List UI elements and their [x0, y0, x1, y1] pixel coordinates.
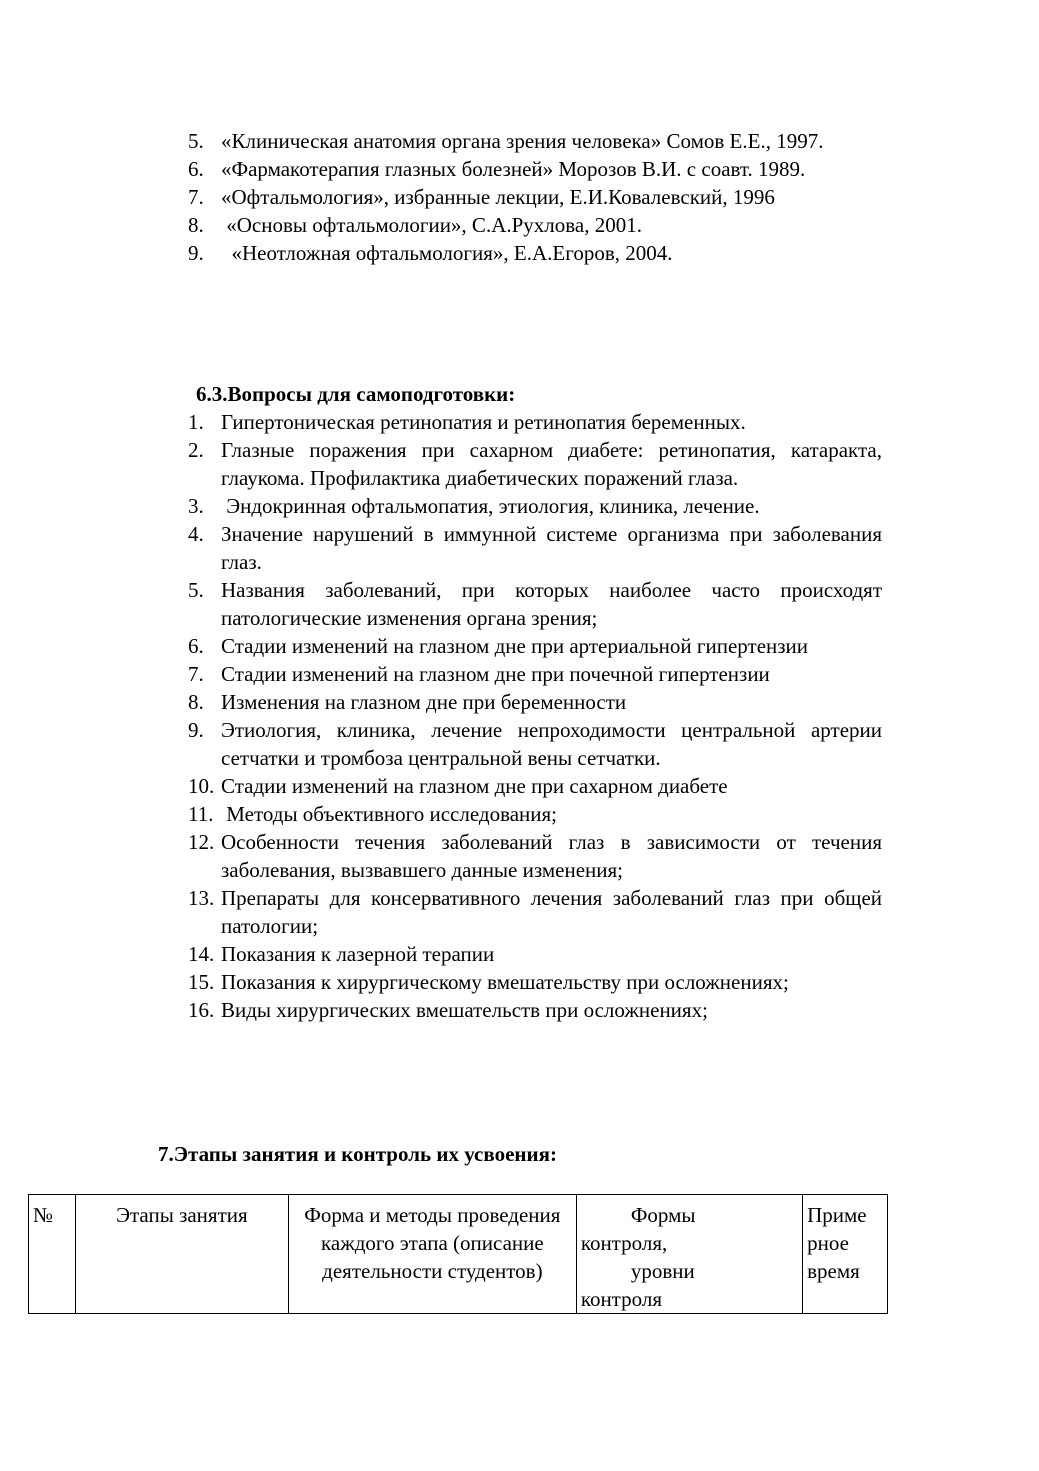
list-text: Препараты для консервативного лечения заболеваний глаз при общей патологии;: [221, 886, 882, 938]
list-number: 7.: [188, 662, 204, 686]
col-control-line: контроля: [580, 1287, 662, 1311]
list-number: 14.: [188, 942, 215, 966]
table-header-cell: [576, 1195, 802, 1314]
list-item: [188, 408, 882, 436]
list-item: [188, 660, 882, 688]
col-forms-methods-label: Форма и методы проведения каждого этапа (описание деятельности студентов): [304, 1203, 561, 1283]
list-item: [188, 828, 882, 884]
col-control-line: Формы: [630, 1203, 696, 1227]
list-number: 6.: [188, 157, 204, 181]
list-number: 5.: [188, 129, 204, 153]
list-number: 8.: [188, 690, 204, 714]
table-header-cell: [75, 1195, 288, 1314]
list-number: 5.: [188, 578, 204, 602]
col-control-line: контроля,: [580, 1231, 668, 1255]
list-text: Изменения на глазном дне при беременности: [221, 690, 627, 714]
list-number: 15.: [188, 970, 215, 994]
list-number: 12.: [188, 830, 215, 854]
list-text: Значение нарушений в иммунной системе организма при заболевания глаз.: [221, 522, 882, 574]
list-text: Стадии изменений на глазном дне при артериальной гипертензии: [221, 634, 809, 658]
list-item: [188, 492, 882, 520]
list-text: Показания к лазерной терапии: [221, 942, 495, 966]
list-text: Показания к хирургическому вмешательству при осложнениях;: [221, 970, 789, 994]
list-item: [188, 800, 882, 828]
list-text: Особенности течения заболеваний глаз в зависимости от течения заболевания, вызвавшего данные изменения;: [221, 830, 882, 882]
list-item: [188, 211, 882, 239]
col-time-line: Приме: [807, 1203, 867, 1227]
list-item: [188, 436, 882, 492]
list-text: Глазные поражения при сахарном диабете: ретинопатия, катаракта, глаукома. Профилактика диабетических поражений глаза.: [221, 438, 882, 490]
stages-heading: 7.Этапы занятия и контроль их усвоения:: [158, 1142, 557, 1166]
list-text: «Фармакотерапия глазных болезней» Морозов В.И. с соавт. 1989.: [221, 157, 806, 181]
list-text: «Неотложная офтальмология», Е.А.Егоров, 2004.: [221, 241, 673, 265]
table-header-cell: [803, 1195, 888, 1314]
list-text: Стадии изменений на глазном дне при сахарном диабете: [221, 774, 728, 798]
list-number: 8.: [188, 213, 204, 237]
list-text: «Офтальмология», избранные лекции, Е.И.Ковалевский, 1996: [221, 185, 775, 209]
list-number: 7.: [188, 185, 204, 209]
table-header-cell: [29, 1195, 76, 1314]
list-item: [188, 576, 882, 632]
list-item: [188, 716, 882, 772]
list-number: 2.: [188, 438, 204, 462]
list-item: [188, 239, 882, 267]
stages-table: [28, 1194, 888, 1314]
list-item: [188, 968, 882, 996]
list-text: Стадии изменений на глазном дне при почечной гипертензии: [221, 662, 770, 686]
list-number: 9.: [188, 718, 204, 742]
list-number: 4.: [188, 522, 204, 546]
list-text: «Основы офтальмологии», С.А.Рухлова, 2001.: [221, 213, 642, 237]
list-item: [188, 127, 882, 155]
list-text: Методы объективного исследования;: [221, 802, 557, 826]
list-text: Названия заболеваний, при которых наиболее часто происходят патологические изменения органа зрения;: [221, 578, 882, 630]
list-item: [188, 155, 882, 183]
list-text: «Клиническая анатомия органа зрения человека» Сомов Е.Е., 1997.: [221, 129, 824, 153]
list-number: 1.: [188, 410, 204, 434]
table-header-cell: [288, 1195, 576, 1314]
col-time-line: рное: [807, 1231, 849, 1255]
list-number: 10.: [188, 774, 215, 798]
questions-list: [188, 408, 882, 1024]
list-text: Этиология, клиника, лечение непроходимости центральной артерии сетчатки и тромбоза центральной вены сетчатки.: [221, 718, 882, 770]
selfprep-heading: 6.3.Вопросы для самоподготовки:: [196, 382, 516, 406]
col-stages-label: Этапы занятия: [116, 1203, 248, 1227]
col-time-line: время: [807, 1259, 860, 1283]
list-item: [188, 520, 882, 576]
col-num-label: №: [33, 1203, 54, 1227]
list-item: [188, 183, 882, 211]
list-number: 13.: [188, 886, 215, 910]
list-item: [188, 772, 882, 800]
list-number: 3.: [188, 494, 204, 518]
list-text: Виды хирургических вмешательств при осложнениях;: [221, 998, 708, 1022]
table-header-row: [29, 1195, 888, 1314]
col-control-line: уровни: [630, 1259, 695, 1283]
list-item: [188, 688, 882, 716]
list-text: Эндокринная офтальмопатия, этиология, клиника, лечение.: [221, 494, 760, 518]
list-number: 16.: [188, 998, 215, 1022]
list-number: 11.: [188, 802, 214, 826]
list-item: [188, 996, 882, 1024]
list-item: [188, 632, 882, 660]
list-text: Гипертоническая ретинопатия и ретинопатия беременных.: [221, 410, 746, 434]
list-number: 9.: [188, 241, 204, 265]
list-item: [188, 884, 882, 940]
list-item: [188, 940, 882, 968]
references-list: [188, 127, 882, 267]
list-number: 6.: [188, 634, 204, 658]
